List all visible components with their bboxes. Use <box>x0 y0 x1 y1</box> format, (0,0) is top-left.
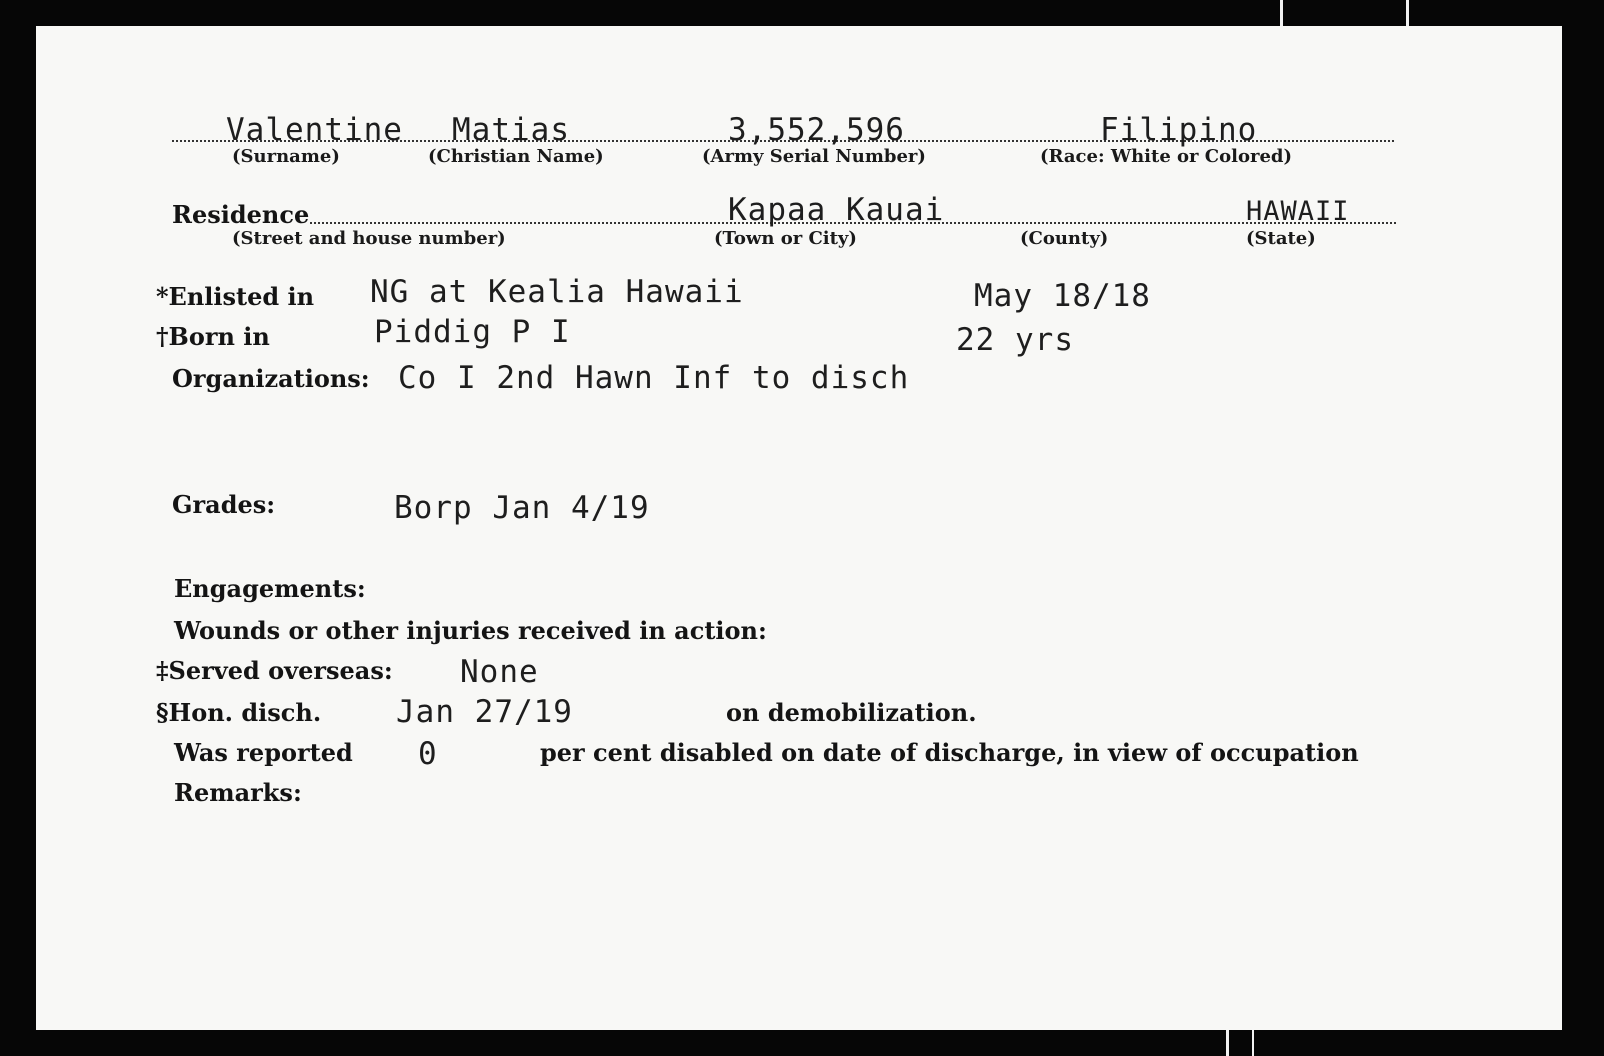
served-overseas-value: None <box>460 654 539 690</box>
served-overseas-label: ‡Served overseas: <box>156 656 393 685</box>
residence-label: Residence <box>172 200 310 229</box>
scan-edge-line <box>1226 1030 1229 1056</box>
surname-caption: (Surname) <box>232 146 340 167</box>
serial-number-value: 3,552,596 <box>728 112 905 148</box>
enlisted-label: *Enlisted in <box>156 282 315 311</box>
serial-number-caption: (Army Serial Number) <box>702 146 926 167</box>
was-reported-label: Was reported <box>174 738 353 767</box>
scan-edge-line <box>1252 1030 1254 1056</box>
scan-edge-line <box>1280 0 1283 26</box>
scan-edge-line <box>1406 0 1409 26</box>
enlisted-date-value: May 18/18 <box>974 278 1151 314</box>
age-value: 22 yrs <box>956 322 1074 358</box>
grades-value: Borp Jan 4/19 <box>394 490 650 526</box>
hon-disch-date-value: Jan 27/19 <box>396 694 573 730</box>
surname-value: Valentine <box>226 112 403 148</box>
disabled-percent-value: 0 <box>418 736 438 772</box>
remarks-label: Remarks: <box>174 778 302 807</box>
residence-state-value: HAWAII <box>1246 196 1350 227</box>
residence-town-value: Kapaa Kauai <box>728 192 945 228</box>
state-caption: (State) <box>1246 228 1316 249</box>
enlisted-place-value: NG at Kealia Hawaii <box>370 274 744 310</box>
disabled-text: per cent disabled on date of discharge, in view of occupation <box>540 738 1359 767</box>
organizations-value: Co I 2nd Hawn Inf to disch <box>398 360 910 396</box>
christian-name-caption: (Christian Name) <box>428 146 604 167</box>
county-caption: (County) <box>1020 228 1109 249</box>
organizations-label: Organizations: <box>172 364 370 393</box>
wounds-label: Wounds or other injuries received in action: <box>174 616 767 645</box>
christian-name-value: Matias <box>452 112 570 148</box>
demobilization-text: on demobilization. <box>726 698 977 727</box>
hon-disch-label: §Hon. disch. <box>156 698 322 727</box>
grades-label: Grades: <box>172 490 276 519</box>
street-caption: (Street and house number) <box>232 228 506 249</box>
engagements-label: Engagements: <box>174 574 366 603</box>
born-label: †Born in <box>156 322 270 351</box>
race-value: Filipino <box>1100 112 1258 148</box>
town-caption: (Town or City) <box>714 228 857 249</box>
born-place-value: Piddig P I <box>374 314 571 350</box>
service-record-card <box>36 26 1562 1030</box>
race-caption: (Race: White or Colored) <box>1040 146 1293 167</box>
